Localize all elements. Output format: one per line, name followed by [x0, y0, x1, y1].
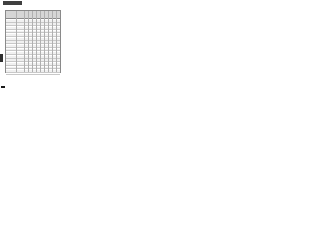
section-title	[3, 1, 22, 5]
document-page	[0, 0, 64, 91]
table-row	[6, 72, 60, 75]
page-number	[1, 86, 5, 88]
spec-table	[5, 10, 61, 73]
side-tab-marker	[0, 54, 3, 62]
